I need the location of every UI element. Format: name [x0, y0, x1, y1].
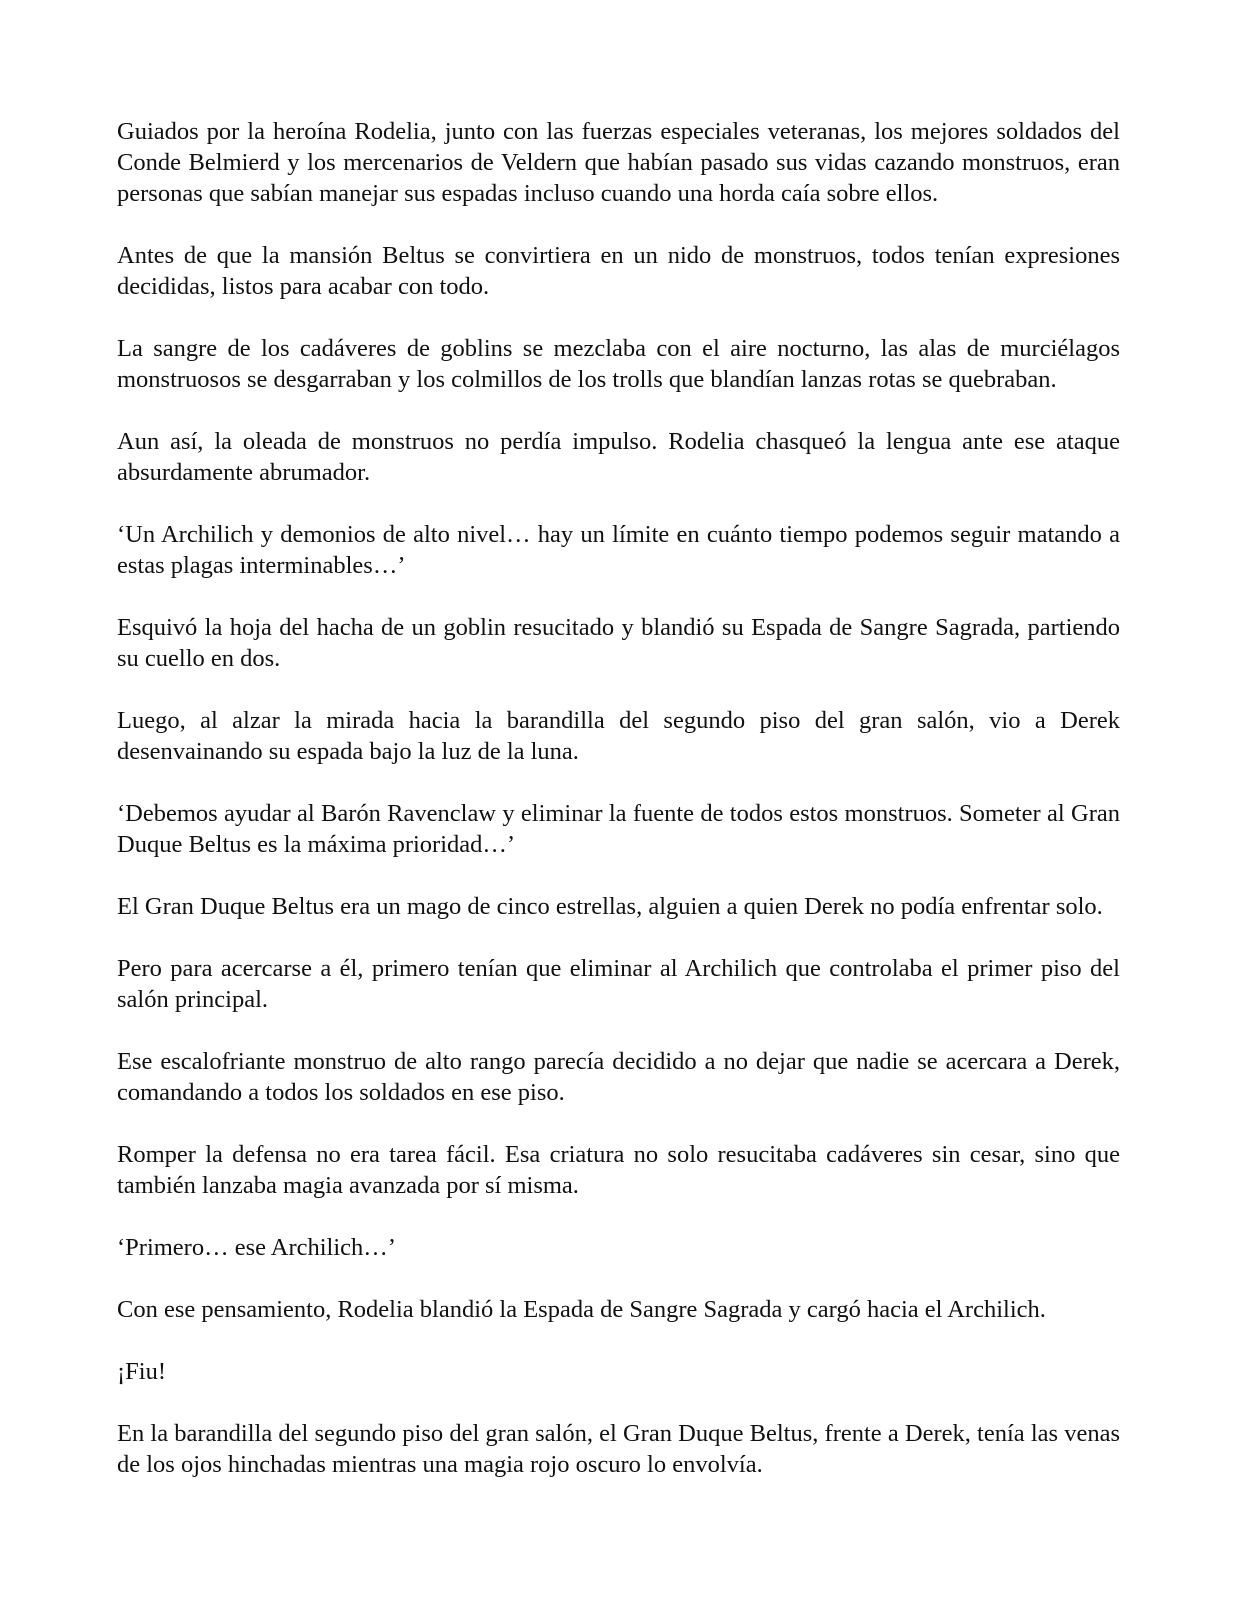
paragraph: Aun así, la oleada de monstruos no perdía impulso. Rodelia chasqueó la lengua ante ese ataque absurdamente abrumador. — [117, 428, 1120, 486]
paragraph: La sangre de los cadáveres de goblins se mezclaba con el aire nocturno, las alas de murciélagos monstruosos se desgarraban y los colmillos de los trolls que blandían lanzas rotas se quebraban. — [117, 335, 1120, 393]
paragraph: Esquivó la hoja del hacha de un goblin resucitado y blandió su Espada de Sangre Sagrada, partiendo su cuello en dos. — [117, 614, 1120, 672]
paragraph: El Gran Duque Beltus era un mago de cinco estrellas, alguien a quien Derek no podía enfrentar solo. — [117, 893, 1103, 920]
paragraph: ‘Un Archilich y demonios de alto nivel… hay un límite en cuánto tiempo podemos seguir matando a estas plagas interminables…’ — [117, 521, 1120, 579]
paragraph: ‘Primero… ese Archilich…’ — [117, 1234, 396, 1261]
paragraph: Guiados por la heroína Rodelia, junto con las fuerzas especiales veteranas, los mejores soldados del Conde Belmierd y los mercenarios de Veldern que habían pasado sus vidas cazando monstruos, eran personas que sabían manejar sus espadas incluso cuando una horda caía sobre ellos. — [117, 118, 1120, 207]
paragraph: ‘Debemos ayudar al Barón Ravenclaw y eliminar la fuente de todos estos monstruos. Someter al Gran Duque Beltus es la máxima prioridad…’ — [117, 800, 1120, 858]
paragraph: ¡Fiu! — [117, 1358, 166, 1385]
paragraph: Ese escalofriante monstruo de alto rango parecía decidido a no dejar que nadie se acercara a Derek, comandando a todos los soldados en ese piso. — [117, 1048, 1120, 1106]
paragraph: Romper la defensa no era tarea fácil. Esa criatura no solo resucitaba cadáveres sin cesar, sino que también lanzaba magia avanzada por sí misma. — [117, 1141, 1120, 1199]
body-text — [117, 116, 1120, 1511]
paragraph: En la barandilla del segundo piso del gran salón, el Gran Duque Beltus, frente a Derek, tenía las venas de los ojos hinchadas mientras una magia rojo oscuro lo envolvía. — [117, 1420, 1120, 1478]
paragraph: Pero para acercarse a él, primero tenían que eliminar al Archilich que controlaba el primer piso del salón principal. — [117, 955, 1120, 1013]
paragraph: Luego, al alzar la mirada hacia la barandilla del segundo piso del gran salón, vio a Derek desenvainando su espada bajo la luz de la luna. — [117, 707, 1120, 765]
paragraph: Antes de que la mansión Beltus se convirtiera en un nido de monstruos, todos tenían expresiones decididas, listos para acabar con todo. — [117, 242, 1120, 300]
paragraph: Con ese pensamiento, Rodelia blandió la Espada de Sangre Sagrada y cargó hacia el Archilich. — [117, 1296, 1046, 1323]
